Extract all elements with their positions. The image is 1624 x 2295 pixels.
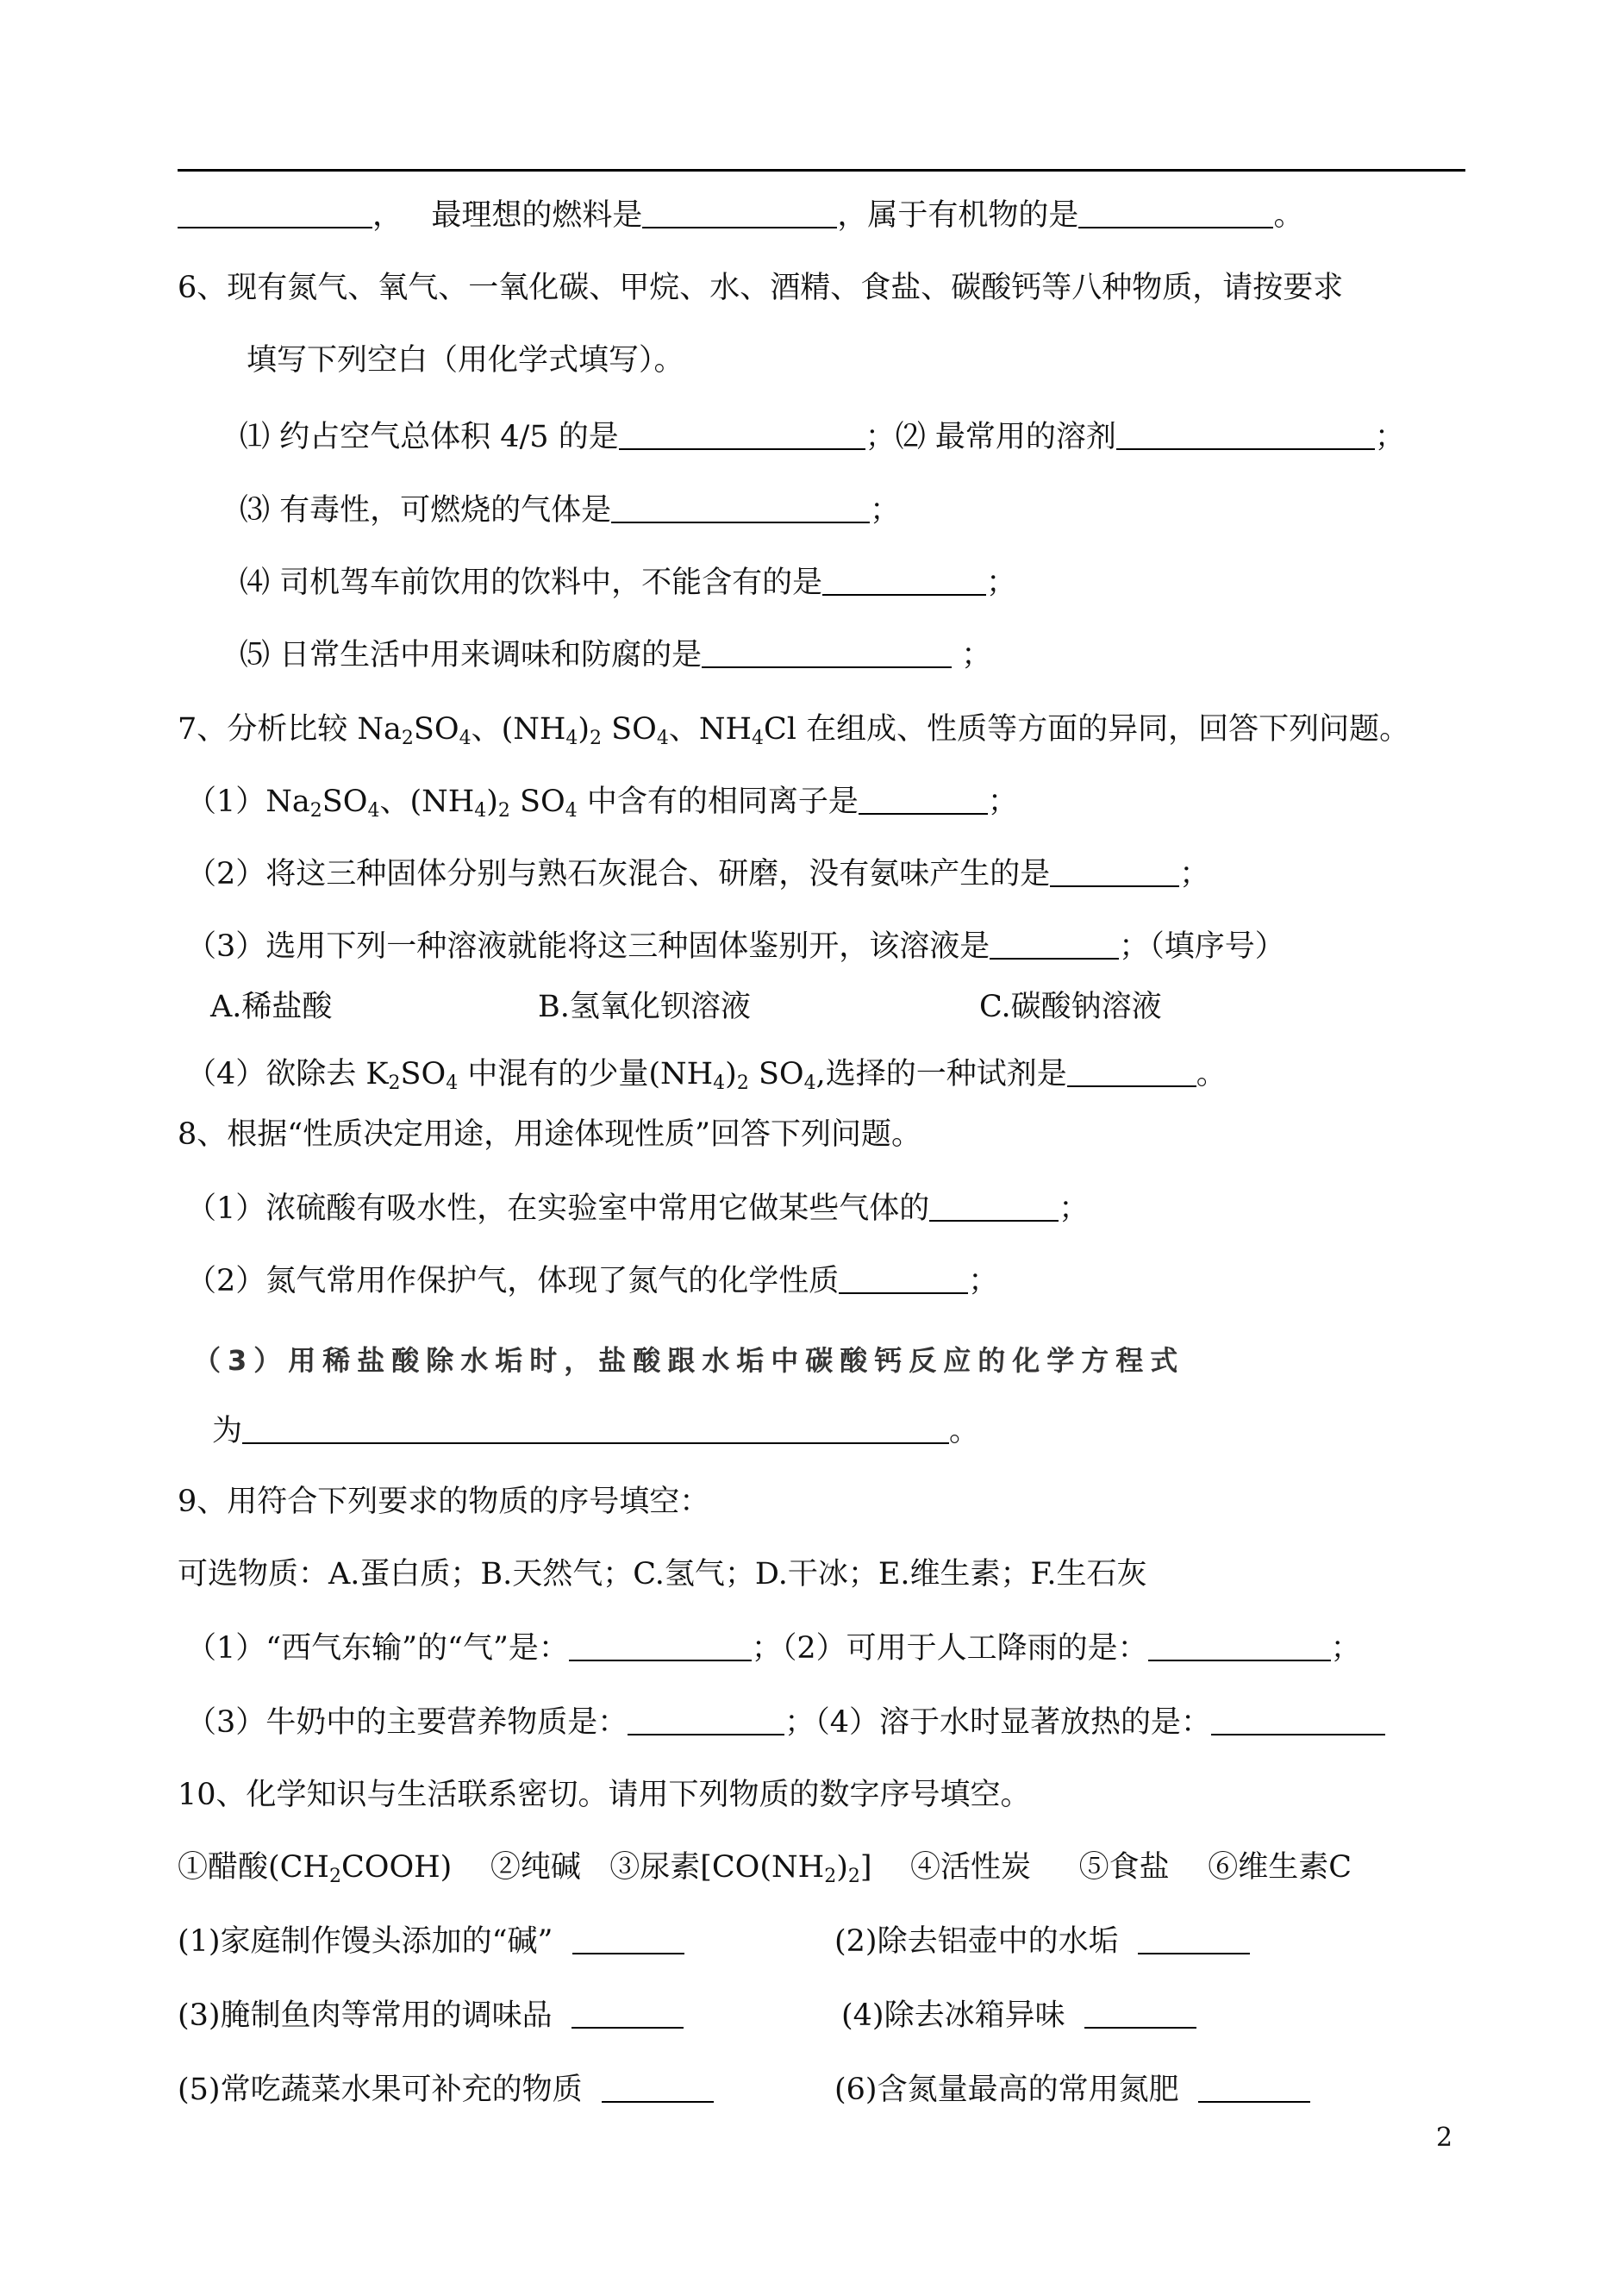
answer-blank[interactable] [702, 637, 952, 668]
answer-blank[interactable] [1084, 1998, 1196, 2029]
text: (3)腌制鱼肉等常用的调味品 [178, 1998, 553, 2033]
page-number: 2 [1436, 2123, 1453, 2153]
subscript: 4 [459, 728, 472, 749]
text: SO [322, 785, 368, 819]
text: (2)除去铝壶中的水垢 [834, 1924, 1119, 1959]
subscript: 2 [328, 1866, 341, 1887]
text: (5)常吃蔬菜水果可补充的物质 [178, 2073, 583, 2107]
text: ； [1330, 1631, 1361, 1666]
subscript: 2 [847, 1866, 860, 1887]
q8-item-1 [186, 1188, 1089, 1229]
answer-blank[interactable] [1067, 1056, 1196, 1087]
text: 中含有的相同离子是 [577, 785, 859, 819]
text: ③尿素[CO(NH [609, 1850, 825, 1885]
answer-blank[interactable] [611, 492, 870, 523]
text: ； [986, 566, 1017, 600]
text: ；（4）溶于水时显著放热的是： [784, 1705, 1212, 1740]
text: 。 [949, 1414, 980, 1448]
text: ⑸ 日常生活中用来调味和防腐的是 [240, 638, 703, 672]
text: ) [836, 1850, 848, 1885]
text: ) [725, 1057, 737, 1091]
text: （1）“西气东输”的“气”是： [186, 1631, 569, 1666]
text: SO [748, 1057, 804, 1091]
text: ⑷ 司机驾车前饮用的饮料中，不能含有的是 [240, 566, 823, 600]
subscript: 2 [590, 728, 603, 749]
text: （2）氮气常用作保护气，体现了氮气的化学性质 [186, 1264, 840, 1298]
text: ⑤食盐 [1078, 1850, 1170, 1885]
text: ,选择的一种试剂是 [815, 1057, 1067, 1091]
q8-item-3: （3）用稀盐酸除水垢时，盐酸跟水垢中碳酸钙反应的化学方程式 [193, 1344, 1185, 1377]
subscript: 4 [751, 728, 764, 749]
text: 、(NH [379, 785, 475, 819]
subscript: 4 [474, 800, 487, 822]
text: ⑶ 有毒性，可燃烧的气体是 [240, 493, 612, 528]
q8-title: 8、根据“性质决定用途，用途体现性质”回答下列问题。 [178, 1117, 922, 1152]
q10-item-4 [841, 1995, 1196, 2036]
q7-title [178, 709, 1409, 750]
text: 7、分析比较 Na [178, 712, 402, 747]
text: ； [952, 638, 992, 672]
answer-blank[interactable] [569, 1630, 752, 1661]
answer-blank[interactable] [839, 1263, 968, 1294]
q6-item-5 [240, 635, 991, 676]
subscript: 2 [388, 1072, 401, 1094]
subscript: 4 [713, 1072, 726, 1094]
answer-blank[interactable] [602, 2072, 714, 2103]
answer-blank[interactable] [929, 1191, 1059, 1222]
text: 、(NH [471, 712, 566, 747]
answer-blank[interactable] [1211, 1704, 1385, 1735]
subscript: 4 [565, 728, 578, 749]
answer-blank[interactable] [242, 1413, 949, 1444]
subscript: 4 [803, 1072, 816, 1094]
text: （4）欲除去 K [186, 1057, 389, 1091]
text: ； [1059, 1191, 1090, 1226]
text: 为 [212, 1414, 243, 1448]
text: 。 [1196, 1057, 1227, 1091]
q6-item-4 [240, 562, 1016, 603]
text: ； [1179, 857, 1210, 891]
subscript: 2 [497, 800, 510, 822]
text: SO [400, 1057, 447, 1091]
text: （1）Na [186, 785, 310, 819]
q9-items-3-4 [186, 1702, 1385, 1743]
q10-substances [178, 1847, 1352, 1888]
subscript: 4 [367, 800, 380, 822]
q7-item-4 [186, 1054, 1227, 1095]
answer-blank[interactable] [572, 1998, 684, 2029]
text: SO [602, 712, 657, 747]
q7-option-a: A.稀盐酸 [210, 990, 333, 1024]
text: ； [968, 1264, 999, 1298]
text: ⑴ 约占空气总体积 4/5 的是 [240, 420, 619, 454]
text: ， [372, 198, 403, 233]
text: 。 [1273, 198, 1304, 233]
answer-blank[interactable] [1198, 2072, 1310, 2103]
q7-item-3 [186, 926, 1285, 967]
text: Cl 在组成、性质等方面的异同，回答下列问题。 [763, 712, 1410, 747]
text: (1)家庭制作馒头添加的“碱” [178, 1924, 553, 1959]
subscript: 4 [446, 1072, 459, 1094]
text: ；（填序号） [1119, 929, 1285, 964]
q9-title: 9、用符合下列要求的物质的序号填空： [178, 1485, 710, 1519]
answer-blank[interactable] [1138, 1923, 1250, 1954]
subscript: 2 [309, 800, 322, 822]
q10-item-1 [178, 1921, 684, 1962]
answer-blank[interactable] [859, 784, 988, 815]
text: （2）将这三种固体分别与熟石灰混合、研磨，没有氨味产生的是 [186, 857, 1051, 891]
q7-item-2 [186, 854, 1209, 895]
text: ) [486, 785, 498, 819]
header-rule [178, 169, 1465, 172]
q6-title2: 填写下列空白（用化学式填写）。 [247, 343, 684, 378]
q7-item-1 [186, 781, 1018, 822]
text: ；（2）可用于人工降雨的是： [751, 1631, 1148, 1666]
q6-item-3 [240, 490, 900, 531]
answer-blank[interactable] [572, 1923, 684, 1954]
text: ，属于有机物的是 [837, 198, 1079, 233]
text: (4)除去冰箱异味 [841, 1998, 1065, 2033]
subscript: 2 [824, 1866, 837, 1887]
q7-option-c: C.碳酸钠溶液 [979, 990, 1162, 1024]
answer-blank[interactable] [1050, 856, 1179, 887]
q10-item-3 [178, 1995, 684, 2036]
answer-blank[interactable] [822, 565, 986, 596]
text: （3）牛奶中的主要营养物质是： [186, 1705, 628, 1740]
answer-blank[interactable] [1148, 1630, 1331, 1661]
text: 最理想的燃料是 [431, 198, 643, 233]
text: (6)含氮量最高的常用氮肥 [834, 2073, 1179, 2107]
q10-title: 10、化学知识与生活联系密切。请用下列物质的数字序号填空。 [178, 1778, 1031, 1812]
q6-item-1-2 [240, 416, 1405, 458]
subscript: 4 [565, 800, 578, 822]
text: COOH) [340, 1850, 453, 1885]
q6-title: 6、现有氮气、氧气、一氧化碳、甲烷、水、酒精、食盐、碳酸钙等八种物质，请按要求 [178, 271, 1344, 305]
answer-blank[interactable] [628, 1704, 784, 1735]
answer-blank[interactable] [178, 197, 372, 228]
text: ； [870, 493, 901, 528]
text: （3）选用下列一种溶液就能将这三种固体鉴别开，该溶液是 [186, 929, 990, 964]
q10-item-2 [834, 1921, 1250, 1962]
q8-item-2 [186, 1260, 998, 1302]
answer-blank[interactable] [1116, 419, 1375, 450]
q9-items-1-2 [186, 1628, 1361, 1669]
answer-blank[interactable] [619, 419, 865, 450]
text: （1）浓硫酸有吸水性，在实验室中常用它做某些气体的 [186, 1191, 930, 1226]
q9-options: 可选物质：A.蛋白质；B.天然气；C.氢气；D.干冰；E.维生素；F.生石灰 [178, 1557, 1147, 1591]
text: SO [509, 785, 565, 819]
text: ； [1374, 420, 1405, 454]
text: ] [859, 1850, 872, 1885]
text: 中混有的少量(NH [458, 1057, 714, 1091]
text: ) [578, 712, 590, 747]
subscript: 2 [401, 728, 414, 749]
text: ①醋酸(CH [178, 1850, 329, 1885]
answer-blank[interactable] [1078, 197, 1273, 228]
subscript: 2 [736, 1072, 749, 1094]
text: ；⑵ 最常用的溶剂 [865, 420, 1116, 454]
subscript: 4 [656, 728, 669, 749]
q7-option-b: B.氢氧化钡溶液 [538, 990, 751, 1024]
answer-blank[interactable] [642, 197, 837, 228]
text: ④活性炭 [910, 1850, 1032, 1885]
q10-item-5 [178, 2069, 714, 2111]
text: ； [987, 785, 1018, 819]
top-line [178, 195, 1303, 236]
text: SO [413, 712, 459, 747]
text: 、NH [668, 712, 752, 747]
q10-item-6 [834, 2069, 1310, 2111]
q8-item-3-answer [212, 1410, 979, 1452]
text: ②纯碱 [490, 1850, 581, 1885]
answer-blank[interactable] [990, 929, 1119, 960]
text: ⑥维生素C [1208, 1850, 1352, 1885]
